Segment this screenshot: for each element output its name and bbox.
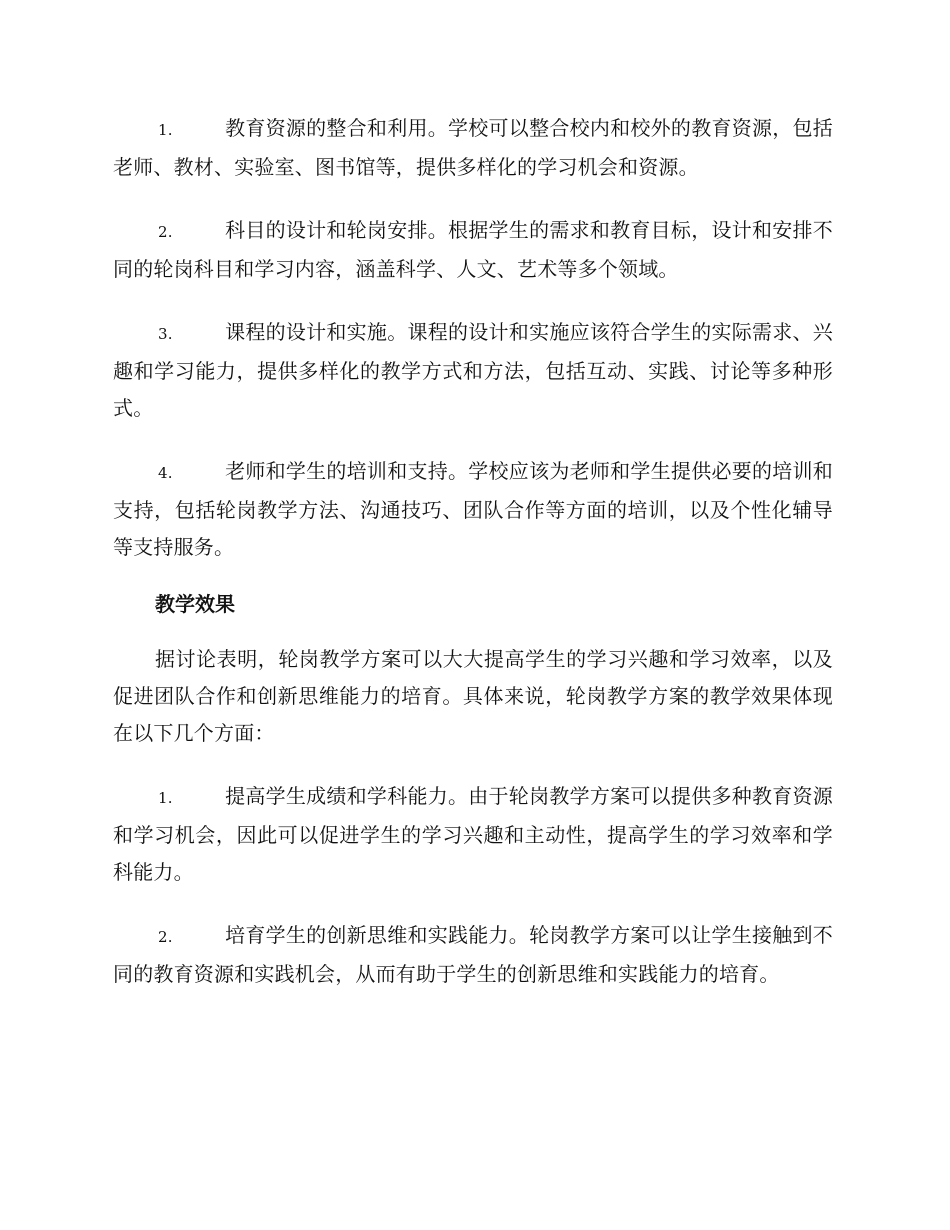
list-item xyxy=(113,917,833,993)
list-item-text: 教育资源的整合和利用。学校可以整合校内和校外的教育资源，包括老师、教材、实验室、图书馆等，提供多样化的学习机会和资源。 xyxy=(113,116,833,179)
list-item-text: 课程的设计和实施。课程的设计和实施应该符合学生的实际需求、兴趣和学习能力，提供多样化的教学方式和方法，包括互动、实践、讨论等多种形式。 xyxy=(113,320,833,420)
list-item-text: 培育学生的创新思维和实践能力。轮岗教学方案可以让学生接触到不同的教育资源和实践机会，从而有助于学生的创新思维和实践能力的培育。 xyxy=(113,923,833,986)
list-item-text: 科目的设计和轮岗安排。根据学生的需求和教育目标，设计和安排不同的轮岗科目和学习内容，涵盖科学、人文、艺术等多个领域。 xyxy=(113,218,833,281)
list-number: 2. xyxy=(158,223,173,241)
intro-paragraph: 据讨论表明，轮岗教学方案可以大大提高学生的学习兴趣和学习效率，以及促进团队合作和创新思维能力的培育。具体来说，轮岗教学方案的教学效果体现在以下几个方面： xyxy=(113,647,833,745)
list-item xyxy=(113,212,833,288)
list-item xyxy=(113,778,833,891)
list-number: 4. xyxy=(158,464,173,482)
list-number: 2. xyxy=(158,928,173,946)
list-number: 3. xyxy=(158,325,173,343)
list-item xyxy=(113,453,833,566)
list-number: 1. xyxy=(158,789,173,807)
list-item-text: 提高学生成绩和学科能力。由于轮岗教学方案可以提供多种教育资源和学习机会，因此可以促进学生的学习兴趣和主动性，提高学生的学习效率和学科能力。 xyxy=(113,784,833,884)
list-number: 1. xyxy=(158,121,173,139)
list-item xyxy=(113,110,833,186)
list-item-text: 老师和学生的培训和支持。学校应该为老师和学生提供必要的培训和支持，包括轮岗教学方法、沟通技巧、团队合作等方面的培训，以及个性化辅导等支持服务。 xyxy=(113,459,833,559)
list-item xyxy=(113,314,833,427)
document-body xyxy=(113,110,833,1019)
section-heading: 教学效果 xyxy=(155,592,235,616)
